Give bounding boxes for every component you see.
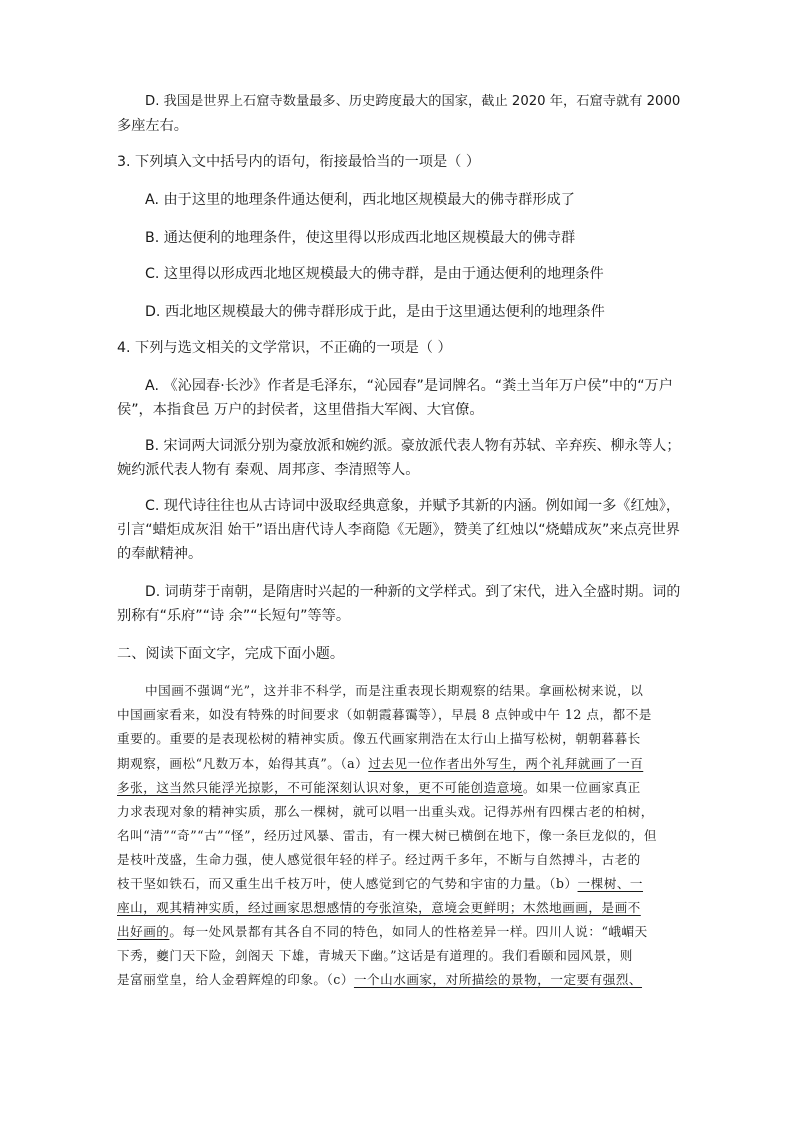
passage-line: 下秀，夔门天下险，剑阁天 下雄，青城天下幽。”这话是有道理的。我们看颐和园风景，则 — [117, 948, 633, 963]
underlined-sentence-a: 过去见一位作者出外写生，两个礼拜就画了一百 — [368, 756, 644, 771]
q4-option-c-line-2: 引言“蜡炬成灰泪 始干”语出唐代诗人李商隐《无题》，赞美了红烛以“烧蜡成灰”来点亮世界 — [117, 522, 680, 538]
passage-line — [117, 779, 641, 797]
underlined-sentence-b-end: 出好画的 — [117, 924, 170, 939]
q4-option-d-line-1: D. 词萌芽于南朝，是隋唐时兴起的一种新的文学样式。到了宋代，进入全盛时期。词的 — [145, 584, 681, 600]
question-3-stem: 3. 下列填入文中括号内的语句，衔接最恰当的一项是（ ） — [117, 154, 481, 170]
underlined-sentence-a-cont: 多张，这当然只能浮光掠影，不可能深刻认识对象，更不可能创造意境 — [117, 780, 523, 795]
q4-option-b-line-1: B. 宋词两大词派分别为豪放派和婉约派。豪放派代表人物有苏轼、辛弃疾、柳永等人； — [145, 438, 681, 454]
passage-line: 重要的。重要的是表现松树的精神实质。像五代画家荆浩在太行山上描写松树，朝朝暮暮长 — [117, 731, 641, 746]
q3-option-a: A. 由于这里的地理条件通达便利，西北地区规模最大的佛寺群形成了 — [145, 192, 575, 208]
passage-line: 力求表现对象的精神实质，那么一棵树，就可以唱一出重头戏。记得苏州有四棵古老的柏树， — [117, 804, 654, 819]
passage-line — [117, 899, 641, 917]
passage-text: 枝干坚如铁石，而又重生出千枝万叶，使人感觉到它的气势和宇宙的力量。（b） — [117, 876, 578, 891]
passage-text: 是富丽堂皇，给人金碧辉煌的印象。（c） — [117, 972, 354, 987]
underlined-sentence-b: 一棵树、一 — [577, 876, 644, 891]
passage-line: 中国画家看来，如没有特殊的时间要求（如朝霞暮霭等），早晨 8 点钟或中午 12 点，都不是 — [117, 707, 652, 722]
passage-text: 。如果一位画家真正 — [522, 780, 641, 795]
q4-option-b-line-2: 婉约派代表人物有 秦观、周邦彦、李清照等人。 — [117, 462, 420, 478]
passage-line — [117, 875, 643, 893]
q4-option-d-line-2: 别称有“乐府”“诗 余”“长短句”等等。 — [117, 608, 351, 624]
q4-option-c-line-3: 的奉献精神。 — [117, 546, 203, 562]
option-d-line-1: D. 我国是世界上石窟寺数量最多、历史跨度最大的国家，截止 2020 年，石窟寺就有 2000 — [145, 94, 681, 109]
underlined-sentence-b-cont: 座山，观其精神实质，经过画家思想感情的夸张渲染，意境会更鲜明；木然地画画，是画不 — [117, 900, 641, 915]
passage-text: 期观察，画松“凡数万本，始得其真”。（a） — [117, 756, 369, 771]
q3-option-b: B. 通达便利的地理条件，使这里得以形成西北地区规模最大的佛寺群 — [145, 230, 576, 246]
passage-line — [117, 923, 648, 941]
passage-line: 名叫“清”“奇”“古”“怪”，经历过风暴、雷击，有一棵大树已横倒在地下，像一条巨龙似的，但 — [117, 828, 657, 843]
underlined-sentence-c: 一个山水画家，对所描绘的景物，一定要有强烈、 — [353, 972, 643, 987]
passage-line — [117, 971, 642, 989]
passage-line — [117, 755, 643, 773]
passage-line: 中国画不强调“光”，这并非不科学，而是注重表现长期观察的结果。拿画松树来说，以 — [145, 683, 644, 698]
passage-text: 。每一处风景都有其各自不同的特色，如同人的性格差异一样。四川人说：“峨嵋天 — [169, 924, 648, 939]
q4-option-c-line-1: C. 现代诗往往也从古诗词中汲取经典意象，并赋予其新的内涵。例如闻一多《红烛》， — [145, 498, 680, 514]
passage-line: 是枝叶茂盛，生命力强，使人感觉很年轻的样子。经过两千多年，不断与自然搏斗，古老的 — [117, 852, 641, 867]
option-d-line-2: 多座左右。 — [117, 118, 188, 134]
q4-option-a-line-2: 侯”，本指食邑 万户的封侯者，这里借指大军阀、大官僚。 — [117, 402, 484, 418]
question-4-stem: 4. 下列与选文相关的文学常识，不正确的一项是（ ） — [117, 340, 452, 356]
q3-option-d: D. 西北地区规模最大的佛寺群形成于此，是由于这里通达便利的地理条件 — [145, 304, 605, 320]
q3-option-c: C. 这里得以形成西北地区规模最大的佛寺群，是由于通达便利的地理条件 — [145, 266, 604, 282]
section-2-heading: 二、阅读下面文字，完成下面小题。 — [117, 646, 345, 662]
q4-option-a-line-1: A. 《沁园春·长沙》作者是毛泽东，“沁园春”是词牌名。“粪土当年万户侯”中的“万户 — [145, 378, 673, 394]
